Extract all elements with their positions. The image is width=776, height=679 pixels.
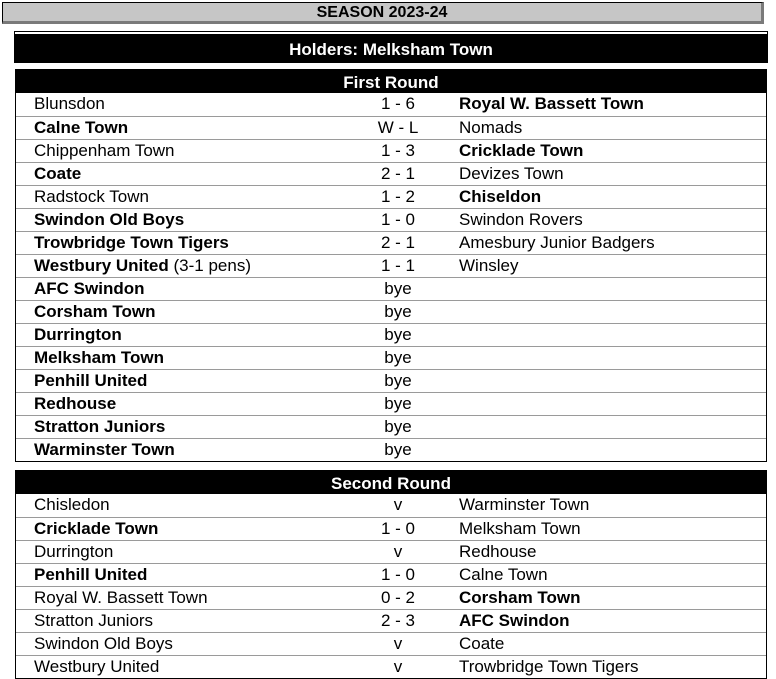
fixture-row [16,369,766,392]
match-score: v [393,634,403,653]
match-score: 2 - 1 [380,233,416,252]
home-team-name: Chippenham Town [34,141,175,160]
home-team-name: Stratton Juniors [34,417,166,436]
home-team-name: Penhill United [34,371,148,390]
home-team [34,232,229,254]
match-score: 1 - 3 [380,141,416,160]
home-team [34,541,113,563]
match-score: 2 - 1 [380,164,416,183]
match-score: 1 - 6 [380,94,416,113]
away-team: Winsley [459,256,519,275]
match-score: bye [384,440,412,459]
home-team-name: Warminster Town [34,440,175,459]
home-team-name: Stratton Juniors [34,611,154,630]
match-score: 1 - 1 [380,256,416,275]
fixture-row [16,392,766,415]
fixture-row [16,300,766,323]
second-round-table [15,470,767,679]
away-team: Trowbridge Town Tigers [459,657,639,676]
away-team: Cricklade Town [459,141,584,160]
away-team: Warminster Town [459,495,590,514]
holders-banner: Holders: Melksham Town [15,32,767,62]
home-team [34,439,175,461]
fixture-row [16,494,766,517]
match-score: 2 - 3 [380,611,416,630]
home-team-name: Radstock Town [34,187,149,206]
fixture-row [16,116,766,139]
match-score: 1 - 0 [380,565,416,584]
home-team-name: Coate [34,164,82,183]
fixture-row [16,438,766,461]
fixture-row [16,139,766,162]
match-score: 1 - 2 [380,187,416,206]
home-team-name: Swindon Old Boys [34,210,185,229]
match-score: W - L [377,118,419,137]
round-title: Second Round [16,471,766,494]
match-score: bye [384,302,412,321]
penalties-note: (3-1 pens) [173,256,251,275]
match-score: bye [384,371,412,390]
home-team [34,324,122,346]
home-team-name: Trowbridge Town Tigers [34,233,229,252]
fixture-row [16,563,766,586]
away-team: Coate [459,634,505,653]
home-team-name: Calne Town [34,118,129,137]
match-score: 1 - 0 [380,519,416,538]
home-team-name: Westbury United [34,657,160,676]
fixture-row [16,586,766,609]
home-team [34,186,149,208]
home-team [34,140,175,162]
home-team [34,209,184,231]
home-team [34,633,173,655]
fixture-row [16,655,766,678]
fixture-row [16,162,766,185]
home-team-name: Melksham Town [34,348,165,367]
away-team: Corsham Town [459,588,581,607]
away-team: AFC Swindon [459,611,570,630]
fixture-row [16,185,766,208]
away-team: Amesbury Junior Badgers [459,233,655,252]
match-score: 0 - 2 [380,588,416,607]
home-team [34,347,164,369]
fixture-row [16,93,766,116]
home-team-name: Penhill United [34,565,148,584]
home-team-name: Durrington [34,325,122,344]
match-score: bye [384,325,412,344]
home-team-name: Corsham Town [34,302,156,321]
away-team: Calne Town [459,565,548,584]
match-score: bye [384,417,412,436]
fixture-row [16,609,766,632]
away-team: Melksham Town [459,519,581,538]
fixture-row [16,517,766,540]
match-score: v [393,657,403,676]
fixture-row [16,415,766,438]
away-team: Redhouse [459,542,537,561]
home-team [34,656,159,678]
fixture-row [16,540,766,563]
fixture-row [16,632,766,655]
fixture-row [16,323,766,346]
fixture-row [16,254,766,277]
home-team [34,301,156,323]
home-team [34,93,105,115]
first-round-table [15,69,767,462]
home-team [34,416,165,438]
match-score: bye [384,279,412,298]
home-team-name: Durrington [34,542,114,561]
home-team-name: Blunsdon [34,94,105,113]
home-team [34,610,153,632]
fixture-row [16,346,766,369]
home-team [34,117,128,139]
home-team [34,278,144,300]
round-title: First Round [16,70,766,93]
home-team-name: Westbury United [34,256,169,275]
home-team-name: Cricklade Town [34,519,159,538]
home-team [34,587,208,609]
fixture-row [16,231,766,254]
home-team-name: Redhouse [34,394,117,413]
away-team: Chiseldon [459,187,542,206]
home-team [34,564,147,586]
home-team [34,255,251,277]
away-team: Swindon Rovers [459,210,583,229]
match-score: v [393,542,403,561]
match-score: bye [384,348,412,367]
home-team [34,518,158,540]
fixture-row [16,208,766,231]
home-team-name: Swindon Old Boys [34,634,173,653]
home-team [34,370,147,392]
match-score: v [393,495,403,514]
season-title: SEASON 2023-24 [2,2,764,24]
match-score: bye [384,394,412,413]
home-team-name: Chisledon [34,495,110,514]
away-team: Nomads [459,118,523,137]
home-team [34,393,116,415]
fixture-row [16,277,766,300]
home-team-name: Royal W. Bassett Town [34,588,208,607]
away-team: Devizes Town [459,164,564,183]
home-team-name: AFC Swindon [34,279,145,298]
home-team [34,163,81,185]
home-team [34,494,110,516]
away-team: Royal W. Bassett Town [459,94,644,113]
match-score: 1 - 0 [380,210,416,229]
